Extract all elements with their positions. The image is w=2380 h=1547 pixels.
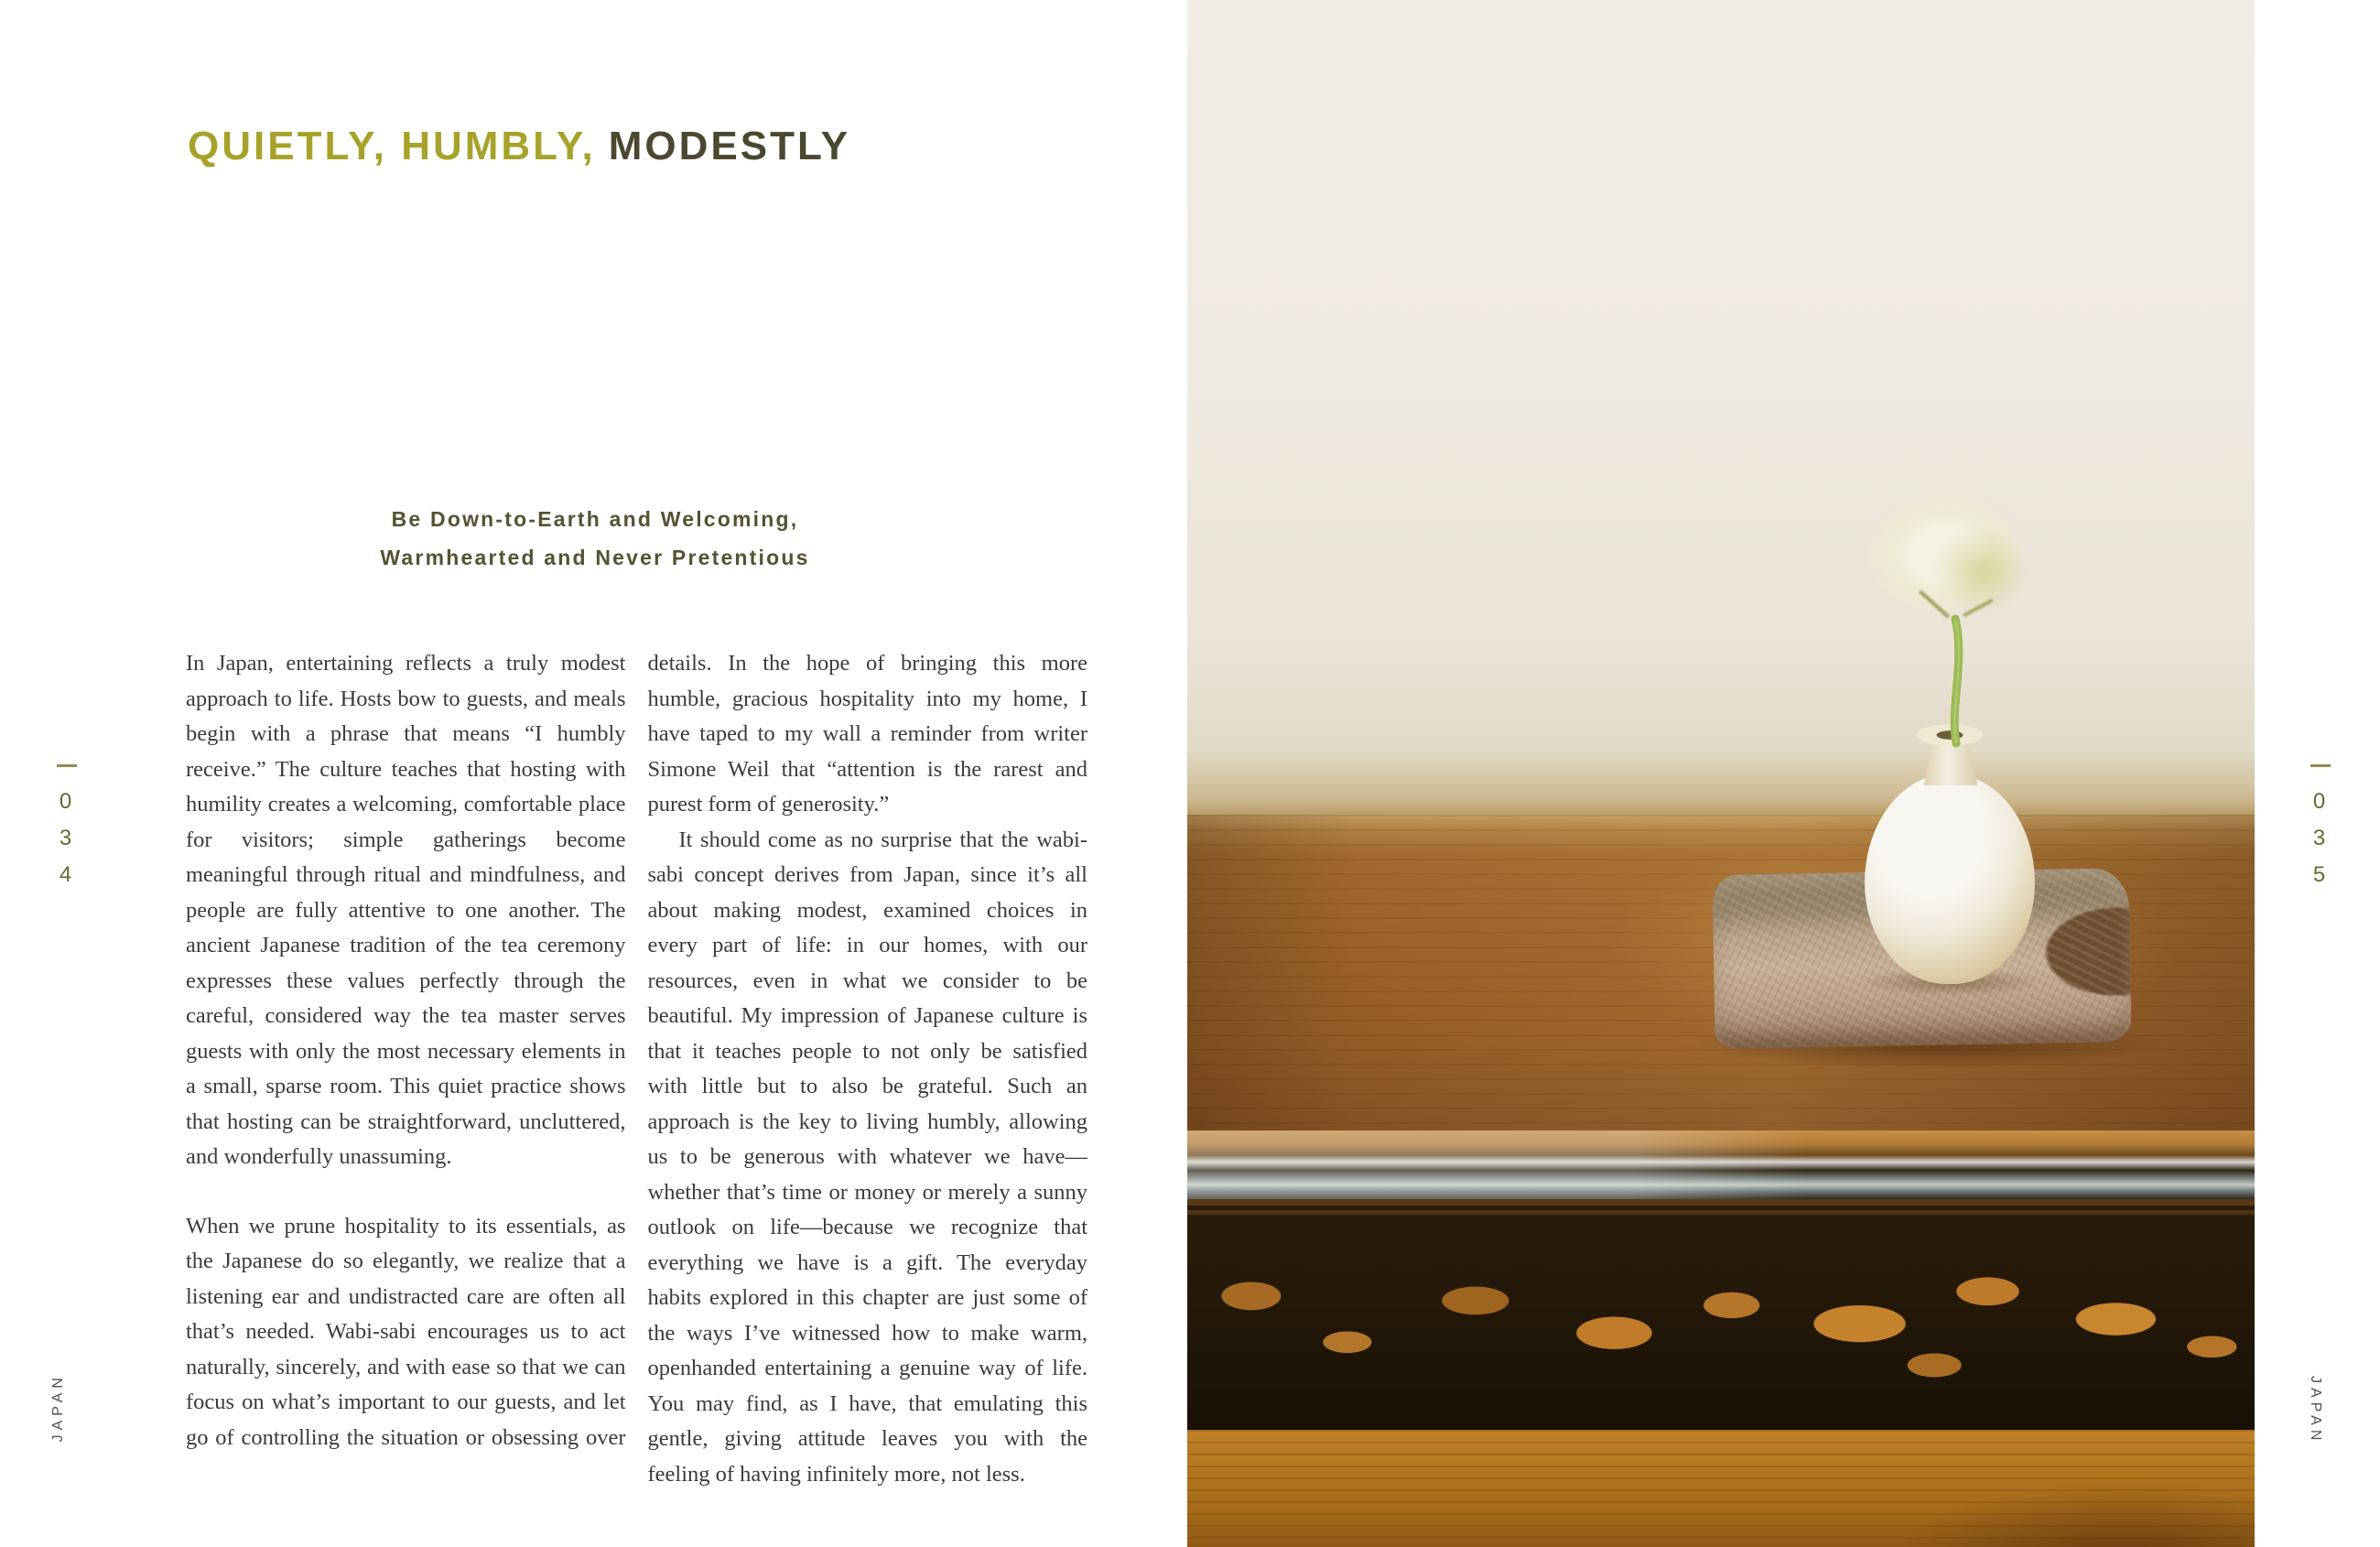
chapter-title-secondary: MODESTLY — [608, 124, 851, 169]
body-column-left — [186, 646, 626, 1492]
page-marker-dash — [57, 764, 77, 767]
chapter-title-accent: QUIETLY, HUMBLY, — [188, 124, 596, 169]
body-column-right — [648, 646, 1088, 1492]
page-number-left: 034 — [53, 789, 78, 899]
chapter-subtitle — [183, 500, 1007, 577]
paragraph: It should come as no surprise that the wabi-sabi concept derives from Japan, since it’s all about making modest, examined choices in every part of life: in our homes, with our resources, even in what we consider to be beautiful. My impression of Japanese culture is that it teaches people to not only be satisfied with little but to also be grateful. Such an approach is the key to living humbly, allowing us to be generous with whatever we have—whether that’s time or money or merely a sunny outlook on life—because we recognize that everything we have is a gift. The everyday habits explored in this chapter are just some of the ways I’ve witnessed how to make warm, openhanded entertaining a genuine way of life. You may find, as I have, that emulating this gentle, giving attitude leaves you with the feeling of having infinitely more, not less. — [647, 827, 1087, 1487]
chapter-subtitle-line2: Warmhearted and Never Pretentious — [380, 546, 810, 569]
page-marker-dash — [2310, 764, 2331, 767]
paragraph: details. In the hope of bringing this more humble, gracious hospitality into my home, I have taped to my wall a reminder from writer Simone Weil that “attention is the rarest and purest form of generosity.” — [647, 651, 1087, 817]
body-text-columns — [186, 646, 1087, 1492]
page-number-right: 035 — [2307, 789, 2331, 899]
chapter-subtitle-line1: Be Down-to-Earth and Welcoming, — [391, 507, 799, 531]
photo-vignette — [1187, 0, 2255, 1547]
paragraph: When we prune hospitality to its essentials, as the Japanese do so elegantly, we realize that a listening ear and undistracted care are often all that’s needed. Wabi-sabi encourages us to act naturally, sincerely, and with ease so that we can focus on what’s important to our guests, and let go of controlling the situation or obsessing over — [186, 1213, 626, 1450]
right-footer-japan: JAPAN — [2308, 1376, 2324, 1445]
chapter-photo — [1187, 0, 2255, 1547]
paragraph: In Japan, entertaining reflects a truly modest approach to life. Hosts bow to guests, and meals begin with a phrase that means “I humbly receive.” The culture teaches that hosting with humility creates a welcoming, comfortable place for visitors; simple gatherings become meaningful through ritual and mindfulness, and people are fully attentive to one another. The ancient Japanese tradition of the tea ceremony expresses these values perfectly through the careful, considered way the tea master serves guests with only the most necessary elements in a small, sparse room. This quiet practice shows that hosting can be straightforward, uncluttered, and wonderfully unassuming. — [186, 651, 626, 1169]
chapter-title — [188, 124, 850, 168]
left-footer-japan: JAPAN — [50, 1373, 66, 1443]
